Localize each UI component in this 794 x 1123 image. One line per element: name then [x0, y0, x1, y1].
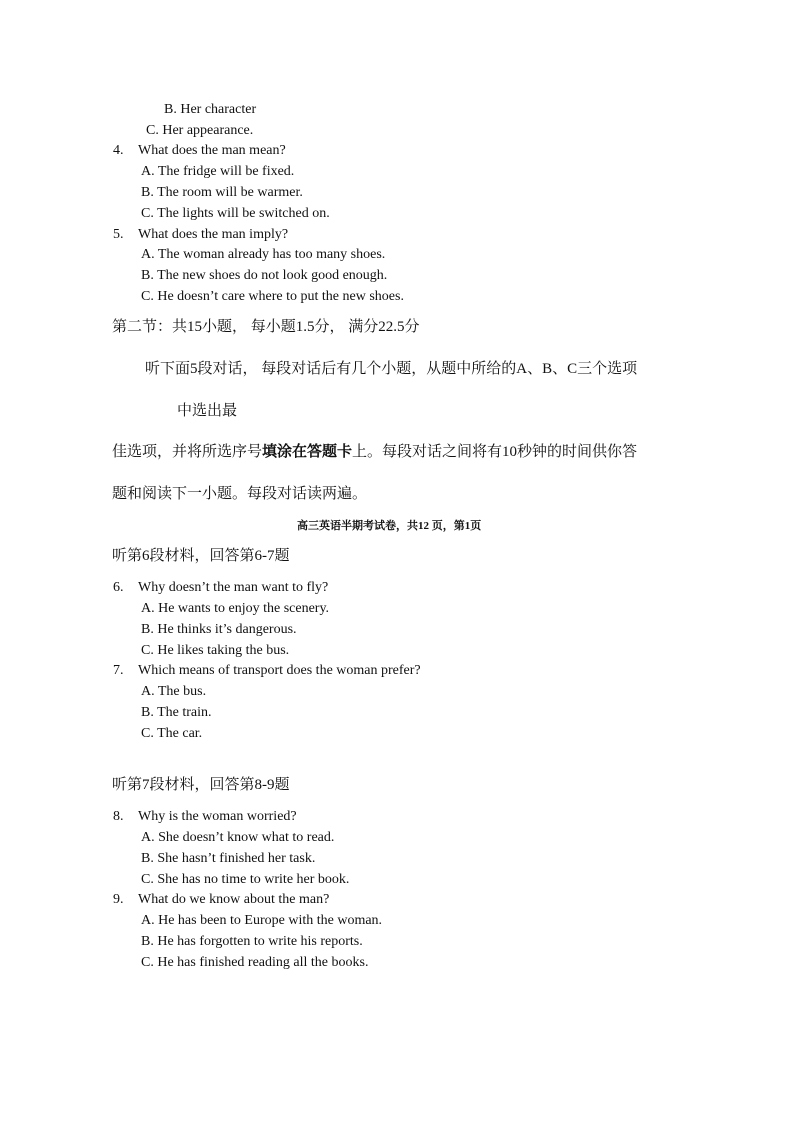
q9-option-a: A. He has been to Europe with the woman.	[141, 913, 383, 928]
q8-number: 8.	[113, 809, 124, 824]
q4-option-a: A. The fridge will be fixed.	[141, 164, 295, 179]
section2-instructions-line4: 题和阅读下一小题。每段对话读两遍。	[112, 486, 368, 502]
q5-option-c: C. He doesn’t care where to put the new shoes.	[141, 289, 404, 304]
q7-number: 7.	[113, 663, 124, 678]
q7-option-c: C. The car.	[141, 726, 203, 741]
instructions-text: 佳选项，并将所选序号	[112, 444, 263, 460]
section2-instructions-line3	[112, 442, 637, 462]
q4-question: What does the man mean?	[138, 143, 286, 158]
q7-option-b: B. The train.	[141, 705, 212, 720]
q4-number: 4.	[113, 143, 124, 158]
instructions-bold-text: 填涂在答题卡	[262, 444, 353, 460]
section2-instructions-line1: 听下面5段对话， 每段对话后有几个小题，从题中所给的A、B、C三个选项	[145, 361, 638, 377]
q5-option-a: A. The woman already has too many shoes.	[141, 247, 386, 262]
q6-option-b: B. He thinks it’s dangerous.	[141, 622, 297, 637]
q8-option-b: B. She hasn’t finished her task.	[141, 851, 316, 866]
q9-question: What do we know about the man?	[138, 892, 330, 907]
q9-number: 9.	[113, 892, 124, 907]
q8-option-a: A. She doesn’t know what to read.	[141, 830, 335, 845]
part7-heading: 听第7段材料，回答第8-9题	[112, 777, 290, 793]
q3-option-c: C. Her appearance.	[146, 123, 254, 138]
q8-question: Why is the woman worried?	[138, 809, 297, 824]
q4-option-b: B. The room will be warmer.	[141, 185, 303, 200]
q6-question: Why doesn’t the man want to fly?	[138, 580, 329, 595]
q5-option-b: B. The new shoes do not look good enough.	[141, 268, 388, 283]
q7-option-a: A. The bus.	[141, 684, 207, 699]
q6-number: 6.	[113, 580, 124, 595]
q7-question: Which means of transport does the woman prefer?	[138, 663, 421, 678]
q6-option-c: C. He likes taking the bus.	[141, 643, 290, 658]
page-footer: 高三英语半期考试卷，共12 页，第1页	[297, 520, 482, 532]
q9-option-b: B. He has forgotten to write his reports.	[141, 934, 363, 949]
q5-number: 5.	[113, 227, 124, 242]
instructions-text: 上。每段对话之间将有10秒钟的时间供你答	[352, 444, 638, 460]
q9-option-c: C. He has finished reading all the books.	[141, 955, 369, 970]
q8-option-c: C. She has no time to write her book.	[141, 872, 350, 887]
q5-question: What does the man imply?	[138, 227, 289, 242]
part6-heading: 听第6段材料，回答第6-7题	[112, 548, 290, 564]
section2-instructions-line2: 中选出最	[177, 403, 238, 419]
q3-option-b: B. Her character	[164, 102, 257, 117]
section2-heading: 第二节：共15小题， 每小题1.5分， 满分22.5分	[112, 319, 420, 335]
q4-option-c: C. The lights will be switched on.	[141, 206, 330, 221]
q6-option-a: A. He wants to enjoy the scenery.	[141, 601, 330, 616]
